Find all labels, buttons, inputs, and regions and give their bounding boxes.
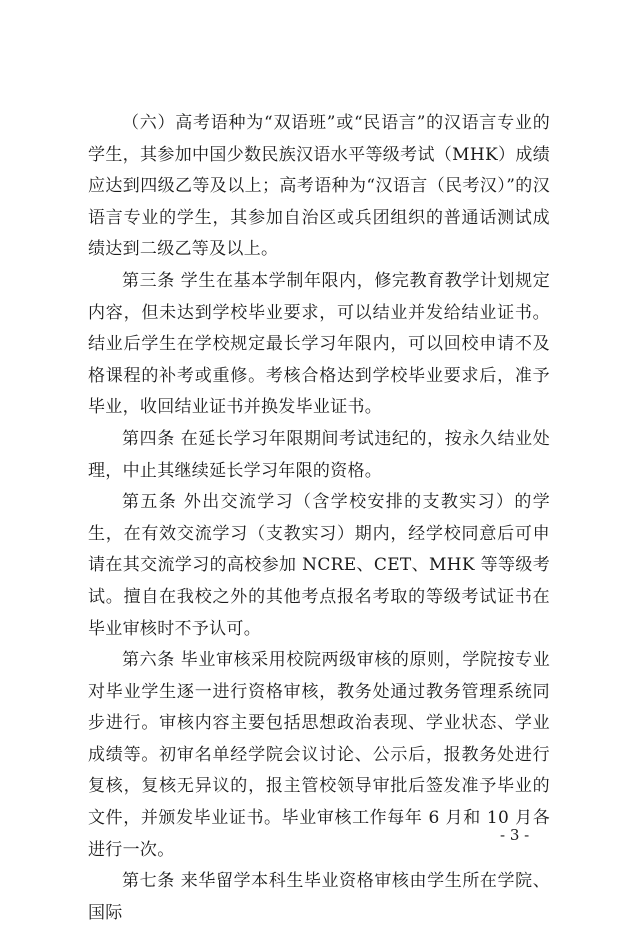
document-body bbox=[88, 108, 550, 929]
page-number: - 3 - bbox=[500, 826, 530, 844]
article-five-paragraph: 第五条 外出交流学习（含学校安排的支教实习）的学生，在有效交流学习（支教实习）期内，经学校同意后可申请在其交流学习的高校参加 NCRE、CET、MHK 等等级考试。擅自在我校之外的其他考点报名考取的等级考试证书在毕业审核时不予认可。 bbox=[88, 492, 550, 639]
article-four-paragraph: 第四条 在延长学习年限期间考试违纪的，按永久结业处理，中止其继续延长学习年限的资格。 bbox=[88, 428, 550, 481]
article-six-paragraph: 第六条 毕业审核采用校院两级审核的原则，学院按专业对毕业学生逐一进行资格审核，教务处通过教务管理系统同步进行。审核内容主要包括思想政治表现、学业状态、学业成绩等。初审名单经学院会议讨论、公示后，报教务处进行复核，复核无异议的，报主管校领导审批后签发准予毕业的文件，并颁发毕业证书。毕业审核工作每年 6 月和 10 月各进行一次。 bbox=[88, 650, 550, 860]
article-seven-paragraph: 第七条 来华留学本科生毕业资格审核由学生所在学院、国际 bbox=[88, 871, 550, 923]
article-three-paragraph: 第三条 学生在基本学制年限内，修完教育教学计划规定内容，但未达到学校毕业要求，可以结业并发给结业证书。结业后学生在学校规定最长学习年限内，可以回校申请不及格课程的补考或重修。考核合格达到学校毕业要求后，准予毕业，收回结业证书并换发毕业证书。 bbox=[88, 270, 550, 418]
paragraph-item-six: （六）高考语种为“双语班”或“民语言”的汉语言专业的学生，其参加中国少数民族汉语水平等级考试（MHK）成绩应达到四级乙等及以上；高考语种为“汉语言（民考汉）”的汉语言专业的学生，其参加自治区或兵团组织的普通话测试成绩达到二级乙等及以上。 bbox=[88, 113, 550, 260]
